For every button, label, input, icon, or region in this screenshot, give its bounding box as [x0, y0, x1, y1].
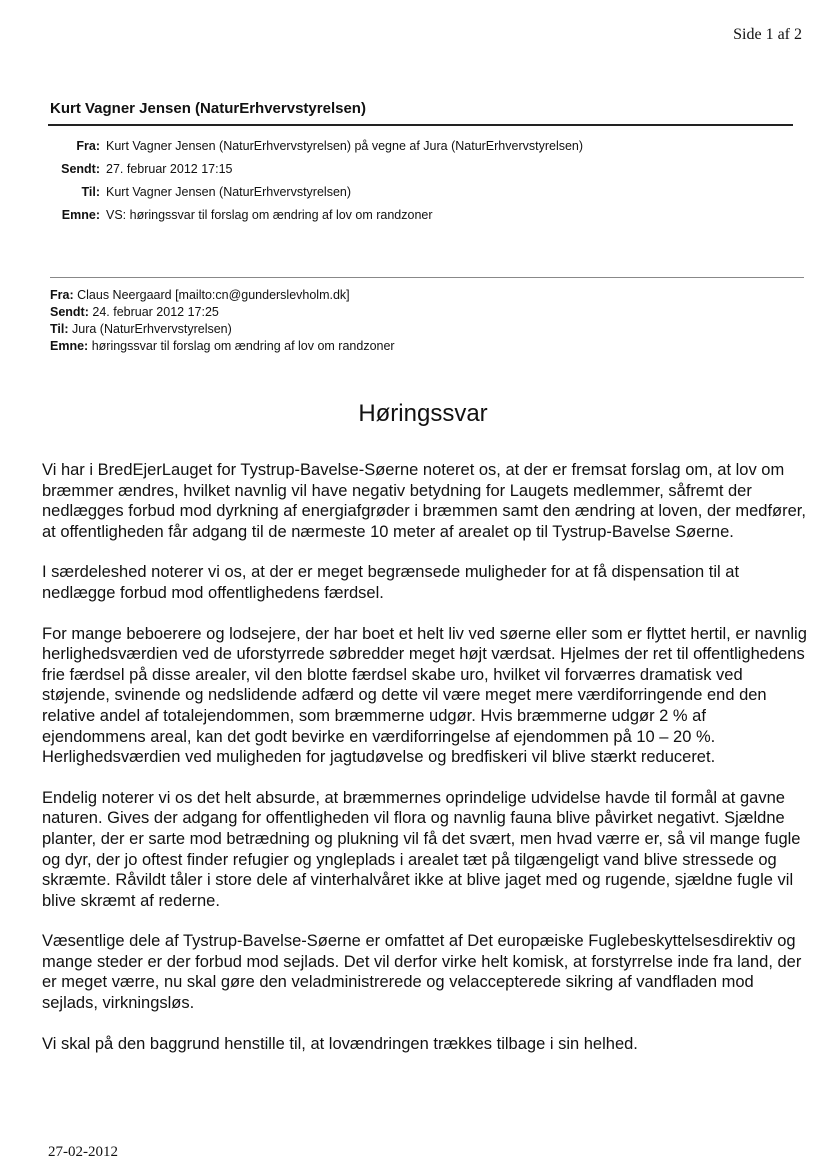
- from-row: [50, 135, 583, 158]
- orig-to-value: Jura (NaturErhvervstyrelsen): [72, 322, 232, 336]
- orig-from-row: [50, 287, 395, 304]
- sender-name: Kurt Vagner Jensen (NaturErhvervstyrelsen): [50, 100, 366, 117]
- paragraph: I særdeleshed noterer vi os, at der er meget begrænsede muligheder for at få dispensation til at nedlægge forbud mod offentlighedens færdsel.: [42, 563, 740, 602]
- footer-date: 27-02-2012: [48, 1144, 118, 1160]
- paragraph: Vi har i BredEjerLauget for Tystrup-Bavelse-Søerne noteret os, at der er fremsat forslag om, at lov om bræmmer ændres, hvilket navnlig vil have negativ betydning for Laugets medlemmer, såfremt der nedlægges forbud mod dyrkning af energiafgrøder i bræmmen samt den ændring at loven, der medfører, at offentligheden får adgang til de nærmeste 10 meter af arealet op til Tystrup-Bavelse Søerne.: [42, 461, 806, 541]
- letter-body: [42, 460, 812, 1074]
- paragraph: For mange beboerere og lodsejere, der har boet et helt liv ved søerne eller som er flyttet hertil, er navnlig herlighedsværdien ved de uforstyrrede søbredder meget højt værdsat. Hjelmes der ret til offentlighedens frie færdsel på disse arealer, vil den blotte færdsel skabe uro, hvilket vil forværres dramatisk ved støjende, svinende og nedslidende adfærd og dette vil være meget mere værdiforringende end den relative andel af totalejendommen, som bræmmerne udgør. Hvis bræmmerne udgør 2 % af ejendommens areal, kan det godt bevirke en værdiforringelse af ejendommen på 10 – 20 %. Herlighedsværdien ved muligheden for jagtudøvelse og bredfiskeri vil blive stærkt reduceret.: [42, 624, 807, 767]
- from-value: Kurt Vagner Jensen (NaturErhvervstyrelsen) på vegne af Jura (NaturErhvervstyrelsen): [106, 139, 584, 153]
- to-value: Kurt Vagner Jensen (NaturErhvervstyrelsen): [106, 185, 352, 199]
- orig-subject-row: [50, 338, 395, 355]
- orig-sent-row: [50, 304, 395, 321]
- orig-to-label: Til:: [50, 322, 69, 336]
- subject-value: VS: høringssvar til forslag om ændring af lov om randzoner: [106, 208, 433, 222]
- sent-label: Sendt:: [61, 162, 100, 176]
- original-email-header: [50, 287, 395, 355]
- paragraph: Vi skal på den baggrund henstille til, at lovændringen trækkes tilbage i sin helhed.: [42, 1034, 638, 1053]
- orig-sent-label: Sendt:: [50, 305, 89, 319]
- paragraph: Væsentlige dele af Tystrup-Bavelse-Søerne er omfattet af Det europæiske Fuglebeskyttelsesdirektiv og mange steder er der forbud mod sejlads. Det vil derfor virke helt komisk, at forstyrrelse inde fra land, der er meget værre, nu skal gøre den veladministrerede og velaccepterede sikring af vandfladen mod sejlads, virkningsløs.: [42, 932, 802, 1013]
- forward-email-header: [50, 135, 583, 227]
- to-row: [50, 181, 583, 204]
- orig-to-row: [50, 321, 395, 338]
- original-message-divider: [50, 277, 804, 278]
- orig-from-value: Claus Neergaard [mailto:cn@gunderslevholm.dk]: [77, 288, 350, 302]
- document-title: Høringssvar: [358, 400, 488, 427]
- header-divider: [48, 124, 793, 126]
- from-label: Fra:: [76, 139, 100, 153]
- orig-subject-value: høringssvar til forslag om ændring af lov om randzoner: [91, 339, 395, 353]
- orig-from-label: Fra:: [50, 288, 74, 302]
- subject-row: [50, 204, 583, 227]
- orig-sent-value: 24. februar 2012 17:25: [92, 305, 219, 319]
- orig-subject-label: Emne:: [50, 339, 89, 353]
- subject-label: Emne:: [61, 208, 100, 222]
- page-number: Side 1 af 2: [733, 26, 802, 43]
- paragraph: Endelig noterer vi os det helt absurde, at bræmmernes oprindelige udvidelse havde til formål at gavne naturen. Gives der adgang for offentligheden vil flora og navnlig fauna blive påvirket negativt. Sjældne planter, der er sarte mod betrædning og plukning vil få det svært, men hvad værre er, så vil mange fugle og dyr, der jo oftest finder refugier og yngleplads i arealet tæt på tilgængeligt vand blive stressede og skræmte. Råvildt tåler i store dele af vinterhalvåret ikke at blive jaget med og rugende, sjældne fugle vil blive skræmt af rederne.: [42, 788, 801, 910]
- to-label: Til:: [81, 185, 100, 199]
- sent-row: [50, 158, 583, 181]
- sent-value: 27. februar 2012 17:15: [106, 162, 233, 176]
